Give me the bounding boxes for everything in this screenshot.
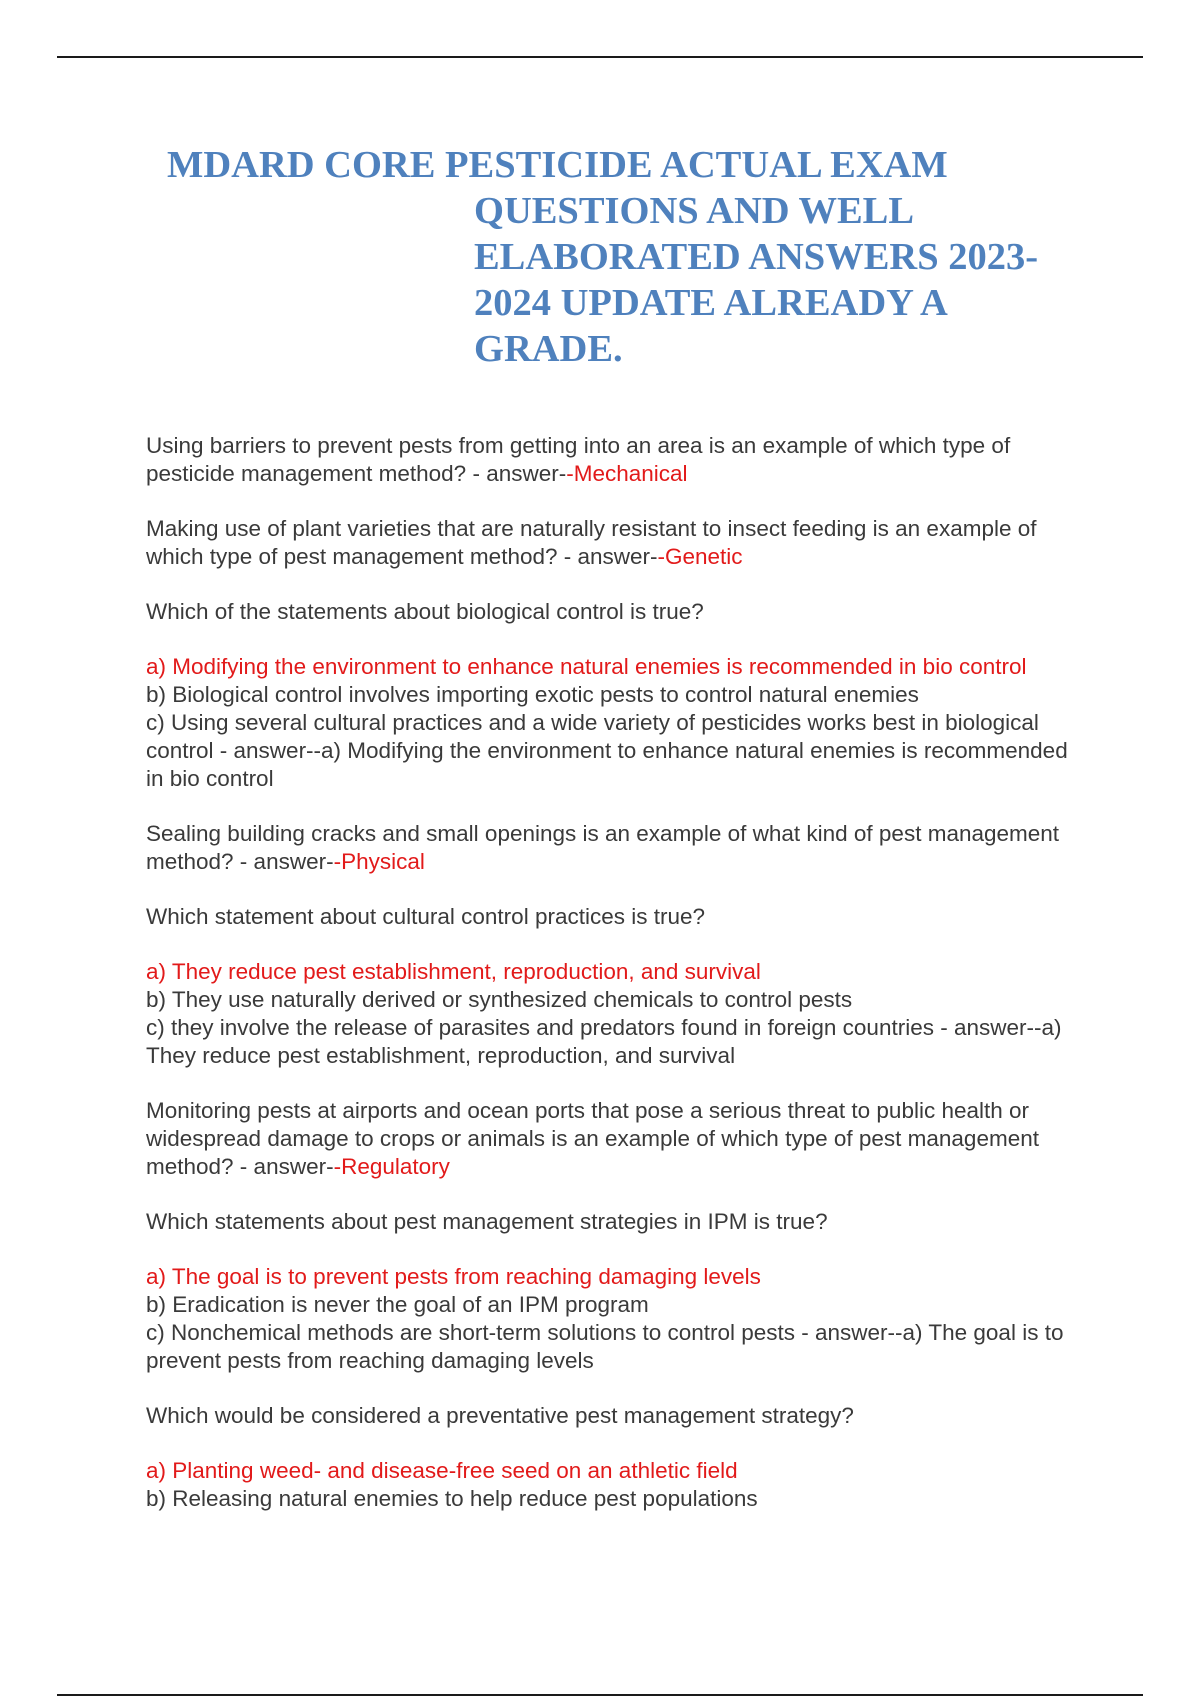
title-line-4: 2024 UPDATE ALREADY A [474, 282, 948, 324]
title-line-1: MDARD CORE PESTICIDE ACTUAL EXAM [167, 144, 948, 186]
question-3-option-b: b) Biological control involves importing exotic pests to control natural enemies [146, 682, 919, 707]
document-title [167, 142, 1097, 372]
question-4-answer: -Physical [333, 849, 425, 874]
question-1-answer: -Mechanical [566, 461, 688, 486]
question-4 [146, 820, 1081, 876]
question-3: Which of the statements about biological control is true? [146, 599, 704, 624]
question-7-option-c: c) Nonchemical methods are short-term solutions to control pests - answer--a) The goal is to prevent pests from reaching damaging levels [146, 1320, 1064, 1373]
question-7: Which statements about pest management strategies in IPM is true? [146, 1209, 828, 1234]
question-8-option-a: a) Planting weed- and disease-free seed on an athletic field [146, 1458, 738, 1483]
title-line-3: ELABORATED ANSWERS 2023- [474, 236, 1039, 278]
question-8: Which would be considered a preventative pest management strategy? [146, 1403, 854, 1428]
title-line-2: QUESTIONS AND WELL [474, 190, 915, 232]
question-3-option-a: a) Modifying the environment to enhance natural enemies is recommended in bio control [146, 654, 1027, 679]
question-6-text: Monitoring pests at airports and ocean ports that pose a serious threat to public health or widespread damage to crops or animals is an example of which type of pest management method? - answer- [146, 1098, 1039, 1179]
question-list [146, 432, 1081, 1513]
question-7-option-b: b) Eradication is never the goal of an IPM program [146, 1292, 649, 1317]
question-1 [146, 432, 1081, 488]
question-2 [146, 515, 1081, 571]
question-2-answer: -Genetic [657, 544, 743, 569]
question-1-text: Using barriers to prevent pests from getting into an area is an example of which type of pesticide management method? - answer- [146, 433, 1011, 486]
question-6-answer: -Regulatory [333, 1154, 450, 1179]
question-5-option-a: a) They reduce pest establishment, reproduction, and survival [146, 959, 761, 984]
question-5: Which statement about cultural control practices is true? [146, 904, 706, 929]
question-5-option-c: c) they involve the release of parasites and predators found in foreign countries - answer--a) They reduce pest establishment, reproduction, and survival [146, 1015, 1062, 1068]
question-4-text: Sealing building cracks and small openings is an example of what kind of pest management method? - answer- [146, 821, 1060, 874]
bottom-rule [57, 1694, 1143, 1696]
question-7-option-a: a) The goal is to prevent pests from reaching damaging levels [146, 1264, 761, 1289]
question-6 [146, 1097, 1081, 1181]
question-2-text: Making use of plant varieties that are naturally resistant to insect feeding is an example of which type of pest management method? - answer- [146, 516, 1037, 569]
top-rule [57, 56, 1143, 58]
question-5-option-b: b) They use naturally derived or synthesized chemicals to control pests [146, 987, 853, 1012]
title-line-5: GRADE. [474, 328, 623, 370]
question-3-option-c: c) Using several cultural practices and a wide variety of pesticides works best in biological control - answer--a) Modifying the environment to enhance natural enemies is recommended in bio control [146, 710, 1068, 791]
question-8-option-b: b) Releasing natural enemies to help reduce pest populations [146, 1486, 758, 1511]
